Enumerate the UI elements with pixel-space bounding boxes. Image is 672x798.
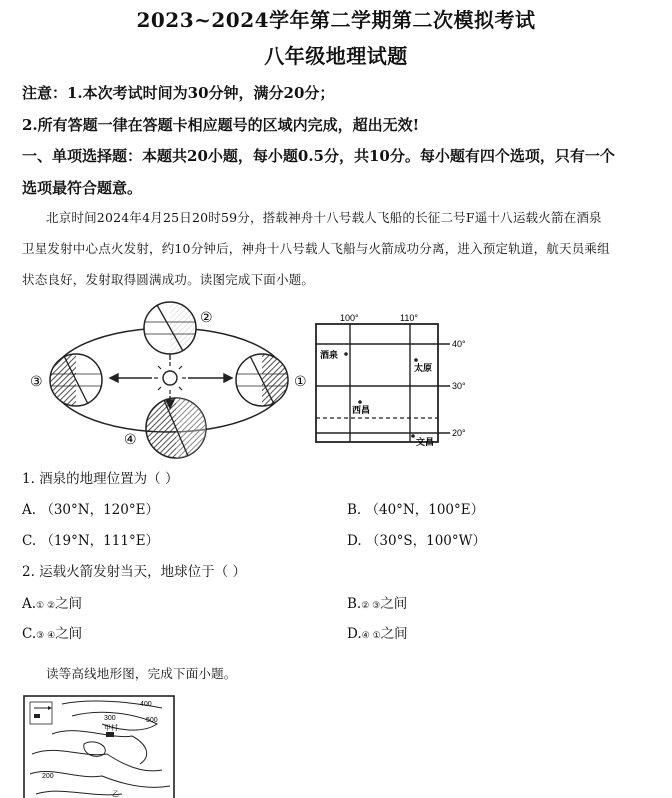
contour-label-300: 300 [104,715,116,722]
contour-label-500: 500 [146,717,158,724]
earth-position-2 [144,302,196,354]
section-heading-cont: 选项最符合题意。 [22,179,143,197]
question1-option-c: C. （19°N，111°E） [22,533,160,549]
question1-option-a: A. （30°N，120°E） [22,502,159,518]
exam-subtitle: 八年级地理试题 [264,44,408,68]
question2-stem: 2. 运载火箭发射当天，地球位于（ ） [22,564,246,580]
question1-option-d: D. （30°S，100°W） [347,533,486,549]
passage1-line3: 状态良好，发射取得圆满成功。读图完成下面小题。 [22,272,315,287]
lat-label-20: 20° [452,428,466,438]
place-xichang: 西昌 [352,405,371,415]
launch-site-map [306,310,472,452]
contour-label-jiacun: 甲村 [104,725,118,732]
question1-option-b: B. （40°N，100°E） [347,502,485,518]
passage2-line1: 读等高线地形图，完成下面小题。 [46,666,237,681]
note-2: 2.所有答题一律在答题卡相应题号的区域内完成，超出无效! [22,116,420,134]
question2-option-a: A.① ②之间 [22,596,83,612]
question2-option-d: D.④ ①之间 [347,626,408,642]
exam-title: 2023~2024学年第二学期第二次模拟考试 [136,8,536,32]
section-heading: 一、单项选择题：本题共20小题，每小题0.5分，共10分。每小题有四个选项，只有一个 [22,147,615,165]
question2-option-b: B.② ③之间 [347,596,408,612]
place-jiuquan: 酒泉 [320,350,339,360]
question2-option-c: C.③ ④之间 [22,626,83,642]
place-taiyuan: 太原 [414,363,433,373]
position-label-3: ③ [30,373,43,389]
contour-label-400: 400 [140,701,152,708]
contour-label-yi: 乙 [112,791,119,798]
position-label-1: ① [294,373,307,389]
passage1-line2: 卫星发射中心点火发射，约10分钟后，神舟十八号载人飞船与火箭成功分离，进入预定轨道，航天员乘组 [22,241,610,256]
lon-label-110: 110° [400,313,418,323]
place-wenchang: 文昌 [416,437,435,447]
contour-label-200: 200 [42,773,54,780]
lon-label-100: 100° [340,313,359,323]
note-1: 注意：1.本次考试时间为30分钟，满分20分； [22,84,335,102]
sun-icon [154,362,186,394]
earth-orbit-diagram [24,300,324,460]
position-label-4: ④ [124,431,137,447]
earth-position-3 [50,354,102,406]
earth-position-1 [236,354,288,406]
position-label-2: ② [200,309,213,325]
question1-stem: 1. 酒泉的地理位置为（ ） [22,471,179,487]
earth-position-4 [146,398,206,458]
passage1-line1: 北京时间2024年4月25日20时59分，搭载神舟十八号载人飞船的长征二号F遥十八运载火箭在酒泉 [46,210,602,225]
lat-label-40: 40° [452,339,466,349]
lat-label-30: 30° [452,381,466,391]
contour-map [22,694,176,798]
